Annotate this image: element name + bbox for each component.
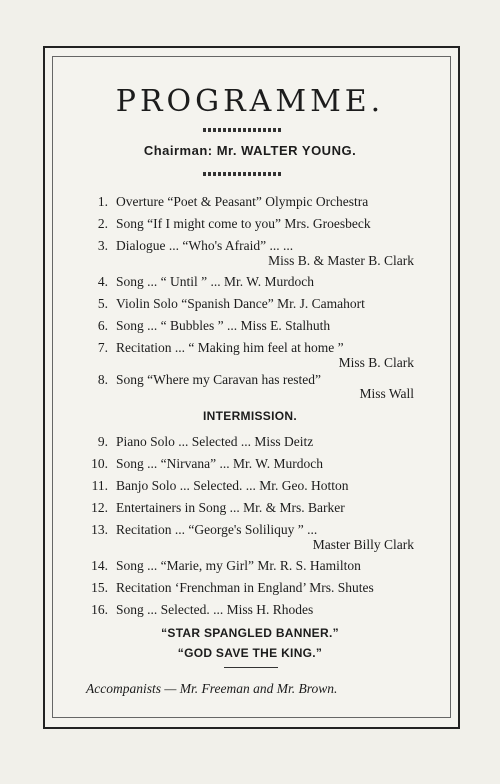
programme-item [82,432,422,452]
chairman-line: Chairman: Mr. WALTER YOUNG. [143,143,357,158]
item-number: 1. [97,194,108,209]
programme-item [82,454,422,474]
item-number: 9. [97,434,108,449]
item-text: Recitation ... “ Making him feel at home ” [116,340,344,355]
item-number: 14. [91,558,108,573]
item-number: 5. [97,296,108,311]
item-text: Song ... “Marie, my Girl” Mr. R. S. Hamilton [116,558,361,573]
programme-item [82,272,422,292]
programme-item [82,556,422,576]
programme-item [82,476,422,496]
programme-item [82,498,422,518]
item-number: 12. [91,500,108,515]
item-text: Overture “Poet & Peasant” Olympic Orchestra [116,194,369,209]
programme-item-continuation [82,535,422,555]
programme-item [82,214,422,234]
item-text: Song “If I might come to you” Mrs. Groesbeck [116,216,371,231]
item-text: Banjo Solo ... Selected. ... Mr. Geo. Hotton [116,478,349,493]
item-text: Dialogue ... “Who's Afraid” ... ... [116,238,294,253]
item-text: Piano Solo ... Selected ... Miss Deitz [116,434,314,449]
item-number: 7. [97,340,108,355]
item-text: Recitation ... “George's Soliliquy ” ... [116,522,318,537]
item-number: 8. [97,372,108,387]
item-text: Entertainers in Song ... Mr. & Mrs. Barker [116,500,345,515]
item-number: 6. [97,318,108,333]
item-text: Song ... “ Bubbles ” ... Miss E. Stalhuth [116,318,331,333]
item-text: Song ... “Nirvana” ... Mr. W. Murdoch [116,456,323,471]
programme-item [82,316,422,336]
programme-item-continuation [82,251,422,271]
item-text: Recitation ‘Frenchman in England’ Mrs. Shutes [116,580,374,595]
item-number: 16. [91,602,108,617]
item-number: 4. [97,274,108,289]
programme-item [82,578,422,598]
programme-item [82,600,422,620]
item-number: 10. [91,456,108,471]
item-performer: Miss B. Clark [338,355,414,370]
accompanists-line: Accompanists — Mr. Freeman and Mr. Brown. [86,681,338,696]
item-number: 13. [91,522,108,537]
anthem-god-save-the-king: “GOD SAVE THE KING.” [177,646,323,660]
programme-title: PROGRAMME. [115,84,385,119]
closing-rule [224,667,278,668]
item-number: 11. [91,478,108,493]
programme-item [82,192,422,212]
intermission-heading: INTERMISSION. [203,409,297,423]
item-performer: Miss Wall [359,386,414,401]
item-performer: Miss B. & Master B. Clark [268,253,414,268]
item-text: Song “Where my Caravan has rested” [116,372,322,387]
item-number: 3. [97,238,108,253]
item-text: Violin Solo “Spanish Dance” Mr. J. Camahort [116,296,365,311]
item-text: Song ... Selected. ... Miss H. Rhodes [116,602,314,617]
item-performer: Master Billy Clark [312,537,414,552]
item-number: 2. [97,216,108,231]
programme-item-continuation [82,384,422,404]
item-number: 15. [91,580,108,595]
anthem-star-spangled-banner: “STAR SPANGLED BANNER.” [161,626,339,640]
programme-item [82,294,422,314]
item-text: Song ... “ Until ” ... Mr. W. Murdoch [116,274,314,289]
